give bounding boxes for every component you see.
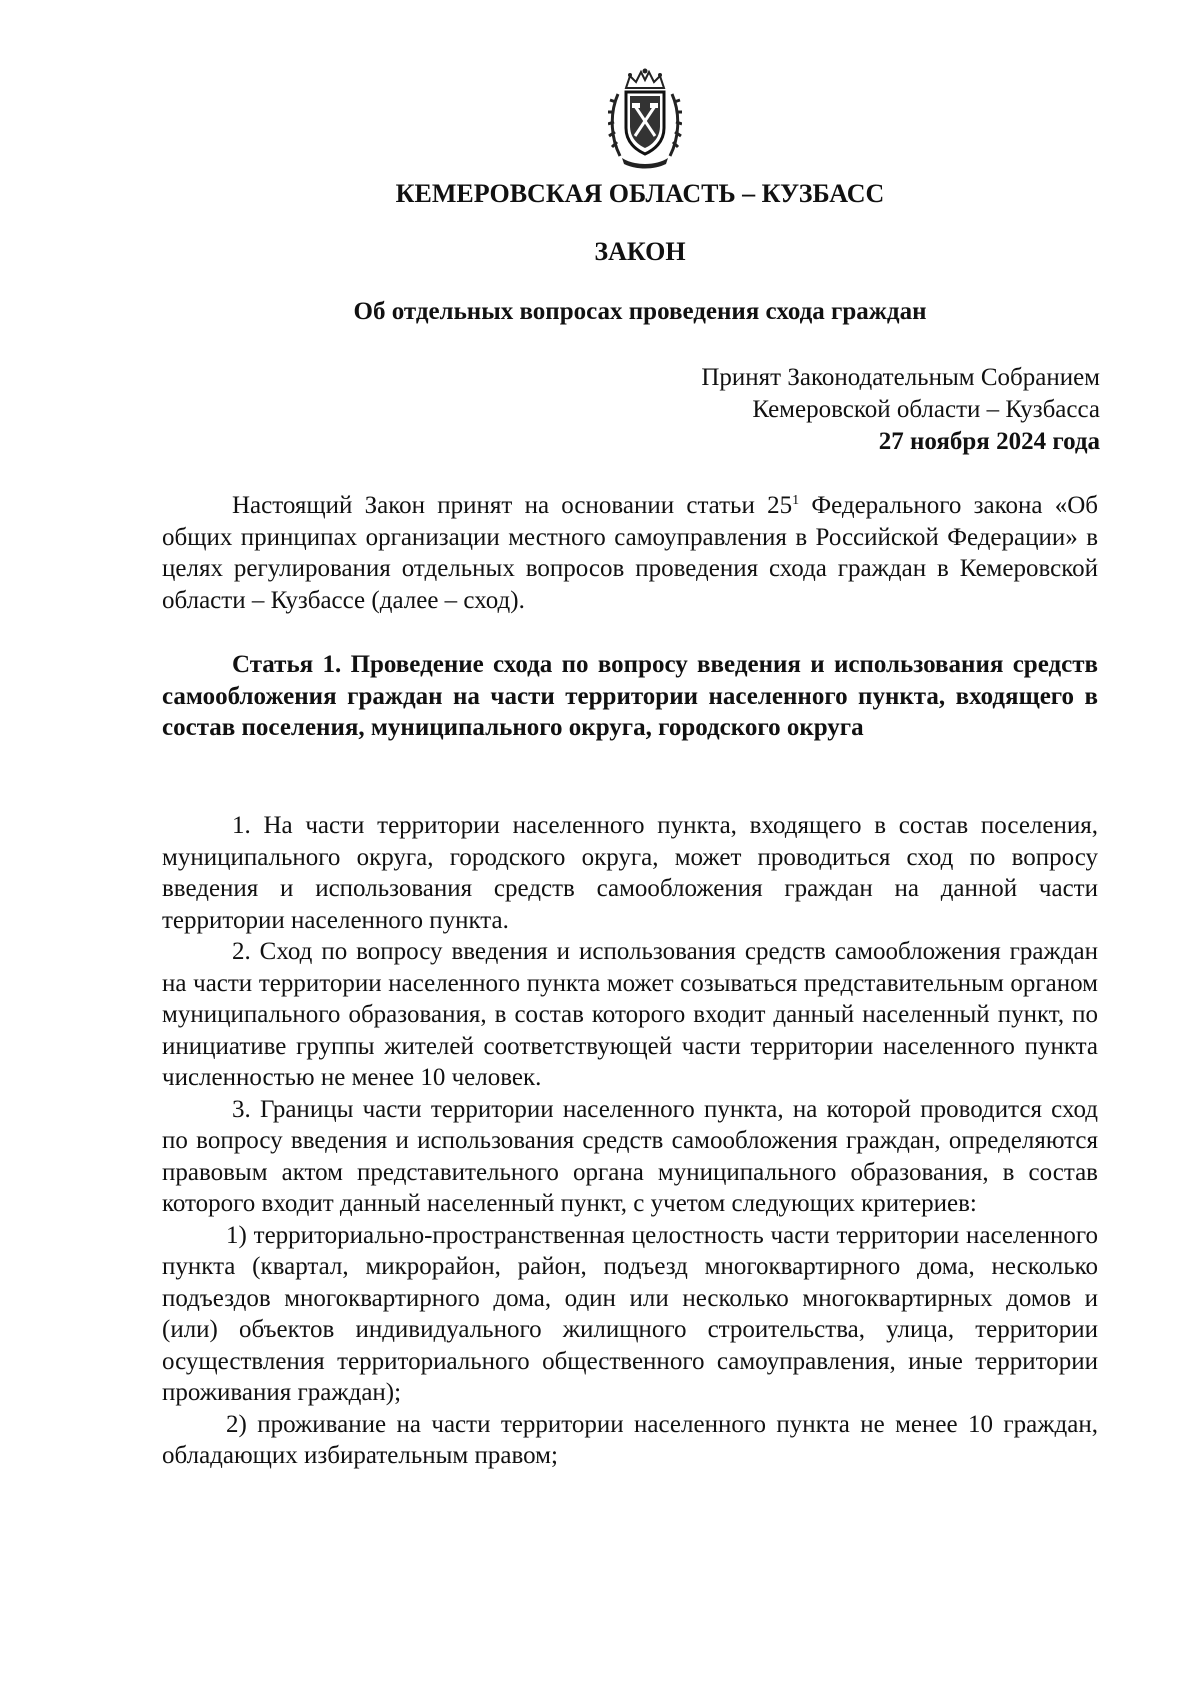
coat-of-arms-emblem xyxy=(608,66,682,170)
article-1-paragraph-2: 2. Сход по вопросу введения и использования средств самообложения граждан на части территории населенного пункта может созываться представительным органом муниципального образования, в состав которого входит данный населенный пункт, по инициативе группы жителей соответствующей части территории населенного пункта численностью не менее 10 человек. xyxy=(162,938,1098,1091)
preamble-paragraph xyxy=(162,490,1098,616)
adoption-date: 27 ноября 2024 года xyxy=(878,428,1100,455)
article-1-body xyxy=(162,810,1098,1472)
document-title-heading: Об отдельных вопросах проведения схода граждан xyxy=(353,298,927,325)
article-1-heading-block xyxy=(162,649,1098,744)
article-1-title: Статья 1. Проведение схода по вопросу введения и использования средств самообложения граждан на части территории населенного пункта, входящего в состав поселения, муниципального округа, городского округа xyxy=(162,651,1098,741)
adoption-block xyxy=(500,362,1100,458)
adoption-line-2: Кемеровской области – Кузбасса xyxy=(752,396,1100,423)
article-superscript: 1 xyxy=(792,493,800,508)
article-1-paragraph-1: 1. На части территории населенного пункта, входящего в состав поселения, муниципального округа, городского округа, может проводиться сход по вопросу введения и использования средств самообложения граждан на данной части территории населенного пункта. xyxy=(162,812,1098,934)
preamble-text-start: Настоящий Закон принят на основании статьи 25 xyxy=(232,492,793,519)
article-1-paragraph-3: 3. Границы части территории населенного пункта, на которой проводится сход по вопросу введения и использования средств самообложения граждан, определяются правовым актом представительного органа муниципального образования, в состав которого входит данный населенный пункт, с учетом следующих критериев: xyxy=(162,1095,1098,1217)
adoption-line-1: Принят Законодательным Собранием xyxy=(701,364,1100,391)
region-name-heading: КЕМЕРОВСКАЯ ОБЛАСТЬ – КУЗБАСС xyxy=(395,179,885,208)
article-1-criterion-1: 1) территориально-пространственная целостность части территории населенного пункта (квартал, микрорайон, район, подъезд многоквартирного дома, несколько подъездов многоквартирного дома, один или несколько многоквартирных домов и (или) объектов индивидуального жилищного строительства, улица, территории осуществления территориального общественного самоуправления, иные территории проживания граждан); xyxy=(162,1221,1098,1406)
article-1-criterion-2: 2) проживание на части территории населенного пункта не менее 10 граждан, обладающих избирательным правом; xyxy=(162,1410,1098,1469)
document-type-heading: ЗАКОН xyxy=(594,237,686,266)
preamble-section xyxy=(162,490,1098,616)
preamble-text-end: Федерального закона «Об общих принципах организации местного самоуправления в Российской Федерации» в целях регулирования отдельных вопросов проведения схода граждан в Кемеровской области – Кузбассе (далее – сход). xyxy=(162,492,1098,614)
